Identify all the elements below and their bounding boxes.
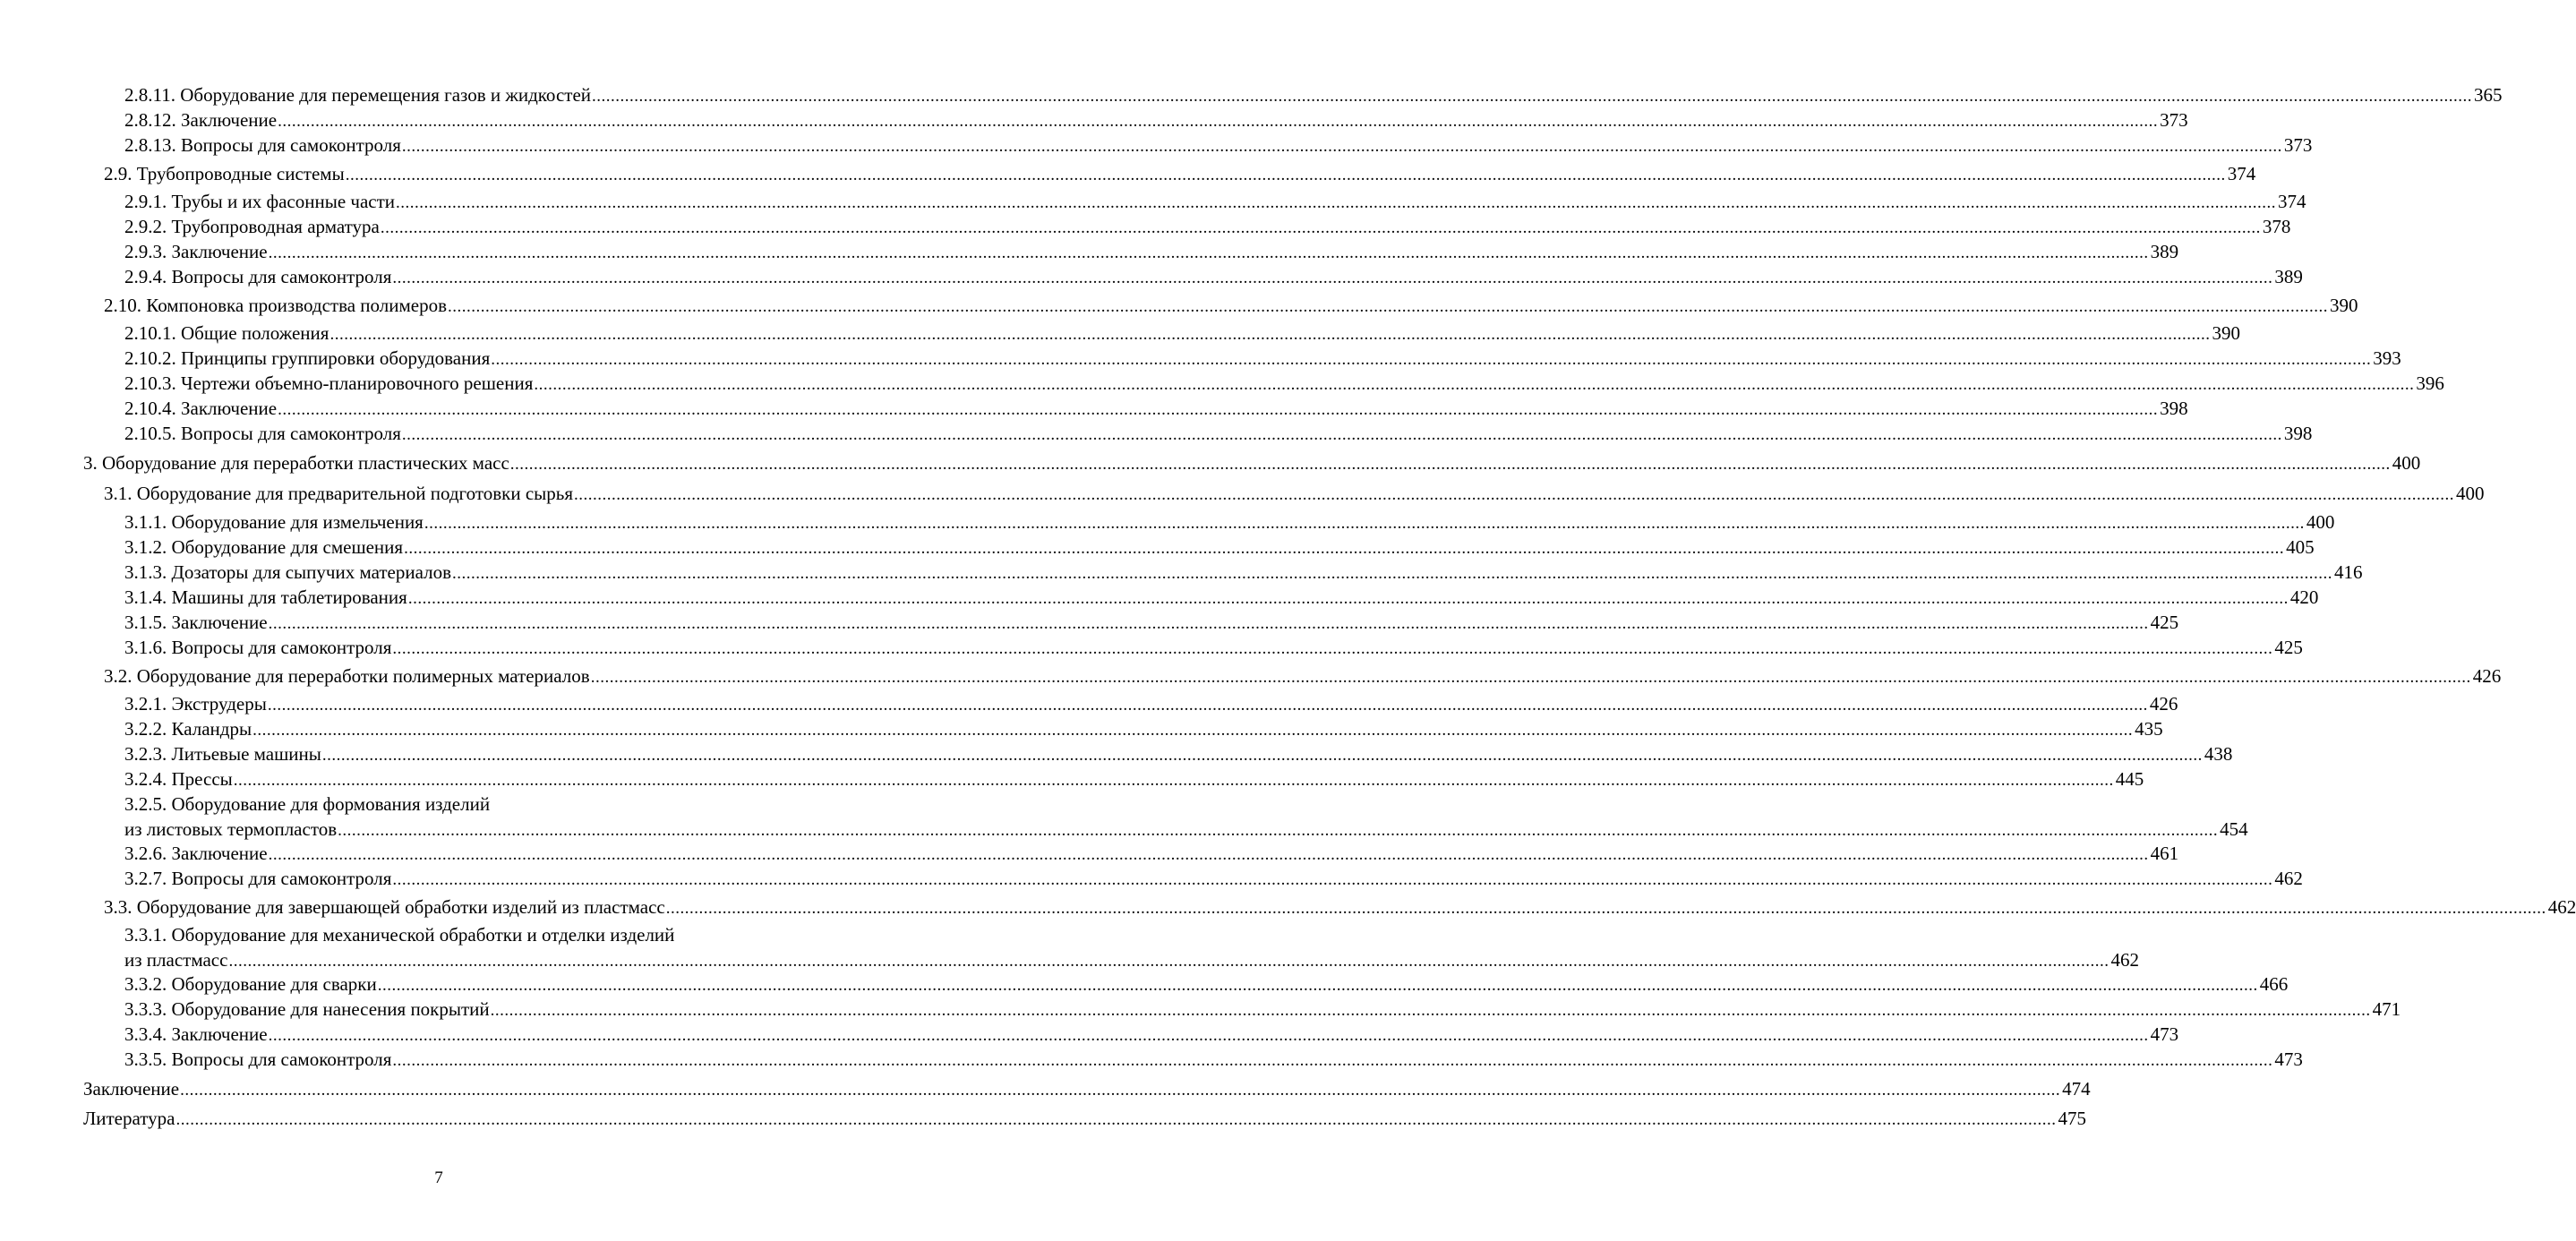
toc-entry-line <box>124 82 2503 107</box>
toc-entry-title: 2.8.13. Вопросы для самоконтроля <box>124 134 401 156</box>
toc-entry-line <box>124 509 2335 535</box>
toc-entry-page: 425 <box>2150 612 2179 633</box>
toc-entry[interactable] <box>124 741 2233 766</box>
toc-entry[interactable] <box>124 321 2240 346</box>
toc-entry-page: 398 <box>2160 398 2188 419</box>
toc-entry-title: 3.2. Оборудование для переработки полимерных материалов <box>104 665 590 687</box>
dot-leader: ................................................................................................................................................................................................................................................................................................................................................................................................................ <box>338 821 2219 840</box>
toc-entry-page: 389 <box>2150 241 2179 262</box>
toc-entry[interactable] <box>124 107 2188 133</box>
dot-leader: ................................................................................................................................................................................................................................................................................................................................................................................................................ <box>329 325 2211 344</box>
dot-leader: ................................................................................................................................................................................................................................................................................................................................................................................................................ <box>268 1026 2149 1045</box>
toc-entry-line <box>124 264 2303 289</box>
toc-entry-title: 3.3.3. Оборудование для нанесения покрытий <box>124 998 490 1020</box>
toc-entry-page: 475 <box>2058 1108 2086 1129</box>
dot-leader: ................................................................................................................................................................................................................................................................................................................................................................................................................ <box>509 455 2391 474</box>
toc-entry-title: 3.2.4. Прессы <box>124 768 233 790</box>
dot-leader: ................................................................................................................................................................................................................................................................................................................................................................................................................ <box>574 485 2455 504</box>
toc-entry[interactable] <box>124 691 2178 716</box>
toc-entry-page: 374 <box>2278 191 2306 212</box>
dot-leader: ................................................................................................................................................................................................................................................................................................................................................................................................................ <box>407 589 2289 608</box>
toc-entry[interactable] <box>104 663 2502 689</box>
toc-entry[interactable] <box>124 421 2313 446</box>
toc-entry-page: 473 <box>2150 1023 2179 1045</box>
toc-entry-page: 374 <box>2227 163 2256 184</box>
toc-entry[interactable] <box>124 997 2401 1022</box>
toc-entry[interactable] <box>124 841 2179 866</box>
toc-entry-title: 2.9.2. Трубопроводная арматура <box>124 216 380 237</box>
toc-entry-line <box>124 421 2313 446</box>
toc-entry-line <box>124 1022 2179 1047</box>
dot-leader: ................................................................................................................................................................................................................................................................................................................................................................................................................ <box>392 639 2273 658</box>
toc-entry-line <box>124 1047 2303 1072</box>
dot-leader: ................................................................................................................................................................................................................................................................................................................................................................................................................ <box>401 137 2282 156</box>
dot-leader: ................................................................................................................................................................................................................................................................................................................................................................................................................ <box>491 350 2372 369</box>
toc-entry-line <box>124 133 2313 158</box>
toc-entry-line <box>124 585 2319 610</box>
toc-entry-title: 2.10.5. Вопросы для самоконтроля <box>124 423 401 444</box>
toc-entry-page: 400 <box>2306 511 2335 533</box>
dot-leader: ................................................................................................................................................................................................................................................................................................................................................................................................................ <box>377 976 2258 995</box>
dot-leader: ................................................................................................................................................................................................................................................................................................................................................................................................................ <box>534 375 2415 394</box>
toc-entry-line <box>124 214 2291 239</box>
toc-entry-title: 2.9.3. Заключение <box>124 241 268 262</box>
toc-entry[interactable] <box>124 133 2313 158</box>
toc-entry-line <box>124 741 2233 766</box>
toc-entry-page: 373 <box>2160 109 2188 131</box>
toc-entry-title: 3.3.1. Оборудование для механической обработки и отделки изделий <box>124 924 675 946</box>
toc-entry-page: 445 <box>2115 768 2144 790</box>
toc-entry-line <box>104 663 2502 689</box>
toc-entry-page: 396 <box>2416 372 2444 394</box>
dot-leader: ................................................................................................................................................................................................................................................................................................................................................................................................................ <box>392 1051 2273 1070</box>
toc-entry[interactable] <box>124 239 2179 264</box>
toc-entry-line <box>124 107 2188 133</box>
toc-entry-title: 3.1.4. Машины для таблетирования <box>124 586 407 608</box>
toc-entry-title: 3.3.4. Заключение <box>124 1023 268 1045</box>
dot-leader: ................................................................................................................................................................................................................................................................................................................................................................................................................ <box>278 400 2159 419</box>
toc-entry-line <box>104 894 2576 920</box>
toc-entry-page: 373 <box>2283 134 2313 156</box>
toc-entry[interactable] <box>124 635 2303 660</box>
dot-leader: ................................................................................................................................................................................................................................................................................................................................................................................................................ <box>267 696 2148 715</box>
toc-entry-title-continuation: из пластмасс <box>124 949 228 971</box>
dot-leader: ................................................................................................................................................................................................................................................................................................................................................................................................................ <box>380 218 2261 237</box>
toc-entry[interactable] <box>124 585 2319 610</box>
dot-leader: ................................................................................................................................................................................................................................................................................................................................................................................................................ <box>321 746 2203 765</box>
toc-entry-title: 3.3. Оборудование для завершающей обработки изделий из пластмасс <box>104 896 665 918</box>
toc-entry-line <box>124 635 2303 660</box>
toc-entry-line <box>124 321 2240 346</box>
toc-entry-page: 462 <box>2547 896 2576 918</box>
page-number: 7 <box>434 1168 443 1187</box>
toc-entry-title: 2.10.4. Заключение <box>124 398 278 419</box>
toc-entry-title: 2.10. Компоновка производства полимеров <box>104 295 447 316</box>
toc-entry-line <box>124 691 2178 716</box>
dot-leader: ................................................................................................................................................................................................................................................................................................................................................................................................................ <box>268 845 2149 864</box>
toc-entry[interactable] <box>124 509 2335 535</box>
toc-entry-title: 3.2.5. Оборудование для формования изделий <box>124 793 491 815</box>
dot-leader: ................................................................................................................................................................................................................................................................................................................................................................................................................ <box>252 721 2134 740</box>
toc-entry-line <box>124 346 2401 371</box>
toc-entry[interactable] <box>104 894 2576 920</box>
dot-leader: ................................................................................................................................................................................................................................................................................................................................................................................................................ <box>180 1081 2061 1100</box>
toc-entry-title: 3.1.5. Заключение <box>124 612 268 633</box>
toc-entry-line <box>104 161 2256 186</box>
toc-entry-title: 3.3.2. Оборудование для сварки <box>124 973 377 995</box>
toc-entry-title: 2.8.11. Оборудование для перемещения газов и жидкостей <box>124 84 592 106</box>
toc-entry-title: 2.10.3. Чертежи объемно-планировочного решения <box>124 372 534 394</box>
toc-entry-page: 425 <box>2274 637 2303 658</box>
toc-entry[interactable] <box>124 792 2248 842</box>
toc-entry[interactable] <box>124 396 2188 421</box>
toc-entry[interactable] <box>124 866 2303 891</box>
toc-entry-page: 416 <box>2334 561 2363 583</box>
toc-entry-page: 474 <box>2062 1078 2091 1100</box>
toc-entry[interactable] <box>124 535 2315 560</box>
dot-leader: ................................................................................................................................................................................................................................................................................................................................................................................................................ <box>268 244 2149 262</box>
dot-leader: ................................................................................................................................................................................................................................................................................................................................................................................................................ <box>665 899 2546 918</box>
toc-entry[interactable] <box>83 1076 2091 1101</box>
dot-leader: ................................................................................................................................................................................................................................................................................................................................................................................................................ <box>345 166 2226 184</box>
toc-entry-line <box>124 239 2179 264</box>
toc-entry[interactable] <box>83 1106 2086 1131</box>
dot-leader: ................................................................................................................................................................................................................................................................................................................................................................................................................ <box>392 870 2273 889</box>
dot-leader: ................................................................................................................................................................................................................................................................................................................................................................................................................ <box>392 269 2273 287</box>
toc-entry-title: Литература <box>83 1108 175 1129</box>
toc-entry-line <box>83 1076 2091 1101</box>
toc-entry-line <box>124 560 2363 585</box>
toc-entry[interactable] <box>124 560 2363 585</box>
dot-leader: ................................................................................................................................................................................................................................................................................................................................................................................................................ <box>452 564 2333 583</box>
toc-entry-page: 435 <box>2135 718 2163 740</box>
toc-entry[interactable] <box>124 371 2444 396</box>
toc-entry-title: 2.9.4. Вопросы для самоконтроля <box>124 266 392 287</box>
toc-entry-page: 365 <box>2474 84 2503 106</box>
toc-entry-line <box>124 766 2144 792</box>
toc-entry-line <box>124 716 2163 741</box>
dot-leader: ................................................................................................................................................................................................................................................................................................................................................................................................................ <box>592 87 2473 106</box>
toc-entry-page: 462 <box>2274 868 2303 889</box>
toc-entry-line <box>124 396 2188 421</box>
toc-entry-line <box>124 371 2444 396</box>
toc-entry-page: 454 <box>2220 818 2248 840</box>
toc-entry-line <box>124 947 2139 972</box>
toc-entry-page: 378 <box>2262 216 2291 237</box>
toc-entry-page: 426 <box>2472 665 2502 687</box>
toc-entry-title: 3.2.3. Литьевые машины <box>124 743 321 765</box>
dot-leader: ................................................................................................................................................................................................................................................................................................................................................................................................................ <box>228 952 2110 971</box>
toc-entry-line <box>104 481 2485 506</box>
toc-entry-page: 426 <box>2149 693 2178 715</box>
dot-leader: ................................................................................................................................................................................................................................................................................................................................................................................................................ <box>268 614 2149 633</box>
toc-entry-line <box>124 841 2179 866</box>
dot-leader: ................................................................................................................................................................................................................................................................................................................................................................................................................ <box>490 1001 2371 1020</box>
toc-entry[interactable] <box>124 264 2303 289</box>
toc-entry-title: 3.1.2. Оборудование для смешения <box>124 536 404 558</box>
toc-entry-line <box>124 866 2303 891</box>
toc-entry-line <box>83 1106 2086 1131</box>
dot-leader: ................................................................................................................................................................................................................................................................................................................................................................................................................ <box>396 193 2277 212</box>
toc-entry[interactable] <box>83 450 2421 475</box>
toc-entry-title-continuation: из листовых термопластов <box>124 818 338 840</box>
toc-entry-title: 3.2.1. Экструдеры <box>124 693 267 715</box>
toc-entry-page: 462 <box>2110 949 2139 971</box>
toc-entry-title: 3.1. Оборудование для предварительной подготовки сырья <box>104 483 574 504</box>
toc-entry-line <box>124 610 2179 635</box>
toc-entry-page: 461 <box>2150 843 2179 864</box>
toc-entry-page: 466 <box>2259 973 2289 995</box>
toc-entry-line <box>124 971 2289 997</box>
toc-entry-page: 420 <box>2289 586 2319 608</box>
toc-entry-line <box>124 189 2306 214</box>
toc-entry-title: 2.9.1. Трубы и их фасонные части <box>124 191 396 212</box>
toc-entry-page: 471 <box>2372 998 2401 1020</box>
toc-entry-title: 3.1.1. Оборудование для измельчения <box>124 511 424 533</box>
toc-entry-line <box>83 450 2421 475</box>
toc-entry-line <box>124 997 2401 1022</box>
toc-entry-title: 3.1.3. Дозаторы для сыпучих материалов <box>124 561 452 583</box>
toc-entry-line <box>124 535 2315 560</box>
toc-entry[interactable] <box>124 922 2139 972</box>
dot-leader: ................................................................................................................................................................................................................................................................................................................................................................................................................ <box>278 112 2159 131</box>
dot-leader: ................................................................................................................................................................................................................................................................................................................................................................................................................ <box>590 668 2471 687</box>
toc-entry-page: 400 <box>2392 452 2421 474</box>
dot-leader: ................................................................................................................................................................................................................................................................................................................................................................................................................ <box>175 1110 2057 1129</box>
toc-entry-title: 2.9. Трубопроводные системы <box>104 163 345 184</box>
toc-entry-page: 438 <box>2204 743 2233 765</box>
toc-entry-title: 2.8.12. Заключение <box>124 109 278 131</box>
toc-entry[interactable] <box>124 189 2306 214</box>
toc-entry-title: 3.1.6. Вопросы для самоконтроля <box>124 637 392 658</box>
toc-entry-page: 390 <box>2212 322 2240 344</box>
toc-entry-page: 393 <box>2373 347 2401 369</box>
toc-entry-title: 2.10.2. Принципы группировки оборудования <box>124 347 491 369</box>
toc-entry-title: 2.10.1. Общие положения <box>124 322 329 344</box>
toc-entry[interactable] <box>124 346 2401 371</box>
toc-entry-page: 398 <box>2283 423 2313 444</box>
dot-leader: ................................................................................................................................................................................................................................................................................................................................................................................................................ <box>401 425 2282 444</box>
toc-entry-title: Заключение <box>83 1078 180 1100</box>
dot-leader: ................................................................................................................................................................................................................................................................................................................................................................................................................ <box>447 297 2328 316</box>
toc-entry-line <box>124 817 2248 842</box>
toc-entry-line <box>104 293 2358 318</box>
toc-entry-page: 400 <box>2456 483 2485 504</box>
toc-entry-title: 3.3.5. Вопросы для самоконтроля <box>124 1048 392 1070</box>
toc-entry-title: 3.2.7. Вопросы для самоконтроля <box>124 868 392 889</box>
toc-entry[interactable] <box>124 971 2289 997</box>
toc-entry-page: 473 <box>2274 1048 2303 1070</box>
toc-entry-page: 389 <box>2274 266 2303 287</box>
dot-leader: ................................................................................................................................................................................................................................................................................................................................................................................................................ <box>424 514 2305 533</box>
toc-entry[interactable] <box>124 1022 2179 1047</box>
toc-entry[interactable] <box>124 1047 2303 1072</box>
toc-entry-title: 3.2.2. Каландры <box>124 718 252 740</box>
toc-entry[interactable] <box>104 481 2485 506</box>
toc-entry-page: 405 <box>2286 536 2315 558</box>
toc-entry[interactable] <box>104 293 2358 318</box>
toc-entry[interactable] <box>124 214 2291 239</box>
toc-entry[interactable] <box>124 610 2179 635</box>
toc-entry[interactable] <box>124 766 2144 792</box>
toc-entry[interactable] <box>124 716 2163 741</box>
toc-entry-page: 390 <box>2329 295 2358 316</box>
dot-leader: ................................................................................................................................................................................................................................................................................................................................................................................................................ <box>233 771 2114 790</box>
toc-entry-title: 3.2.6. Заключение <box>124 843 268 864</box>
toc-entry-title: 3. Оборудование для переработки пластических масс <box>83 452 509 474</box>
toc-entry[interactable] <box>124 82 2503 107</box>
toc-entry[interactable] <box>104 161 2256 186</box>
dot-leader: ................................................................................................................................................................................................................................................................................................................................................................................................................ <box>404 539 2285 558</box>
